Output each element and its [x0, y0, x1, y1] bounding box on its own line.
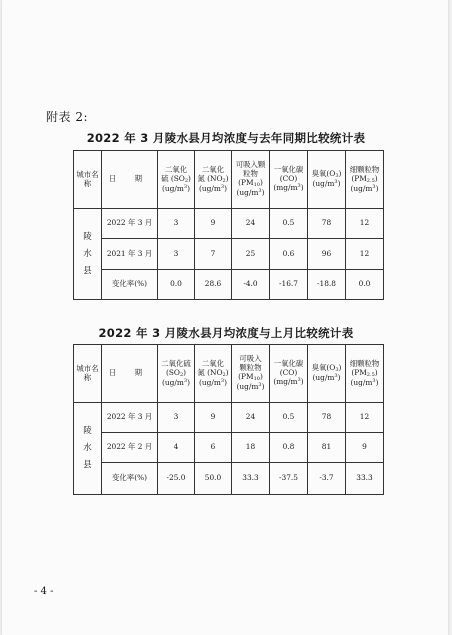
header-so2: 二氧化 硫 $(SO_2)$ $(ug/m^3)$: [158, 151, 195, 209]
date-cell: 2022 年 3 月: [102, 403, 158, 433]
pm25-cell: 12: [346, 239, 384, 270]
pm25-cell: 33.3: [346, 463, 384, 495]
header-city: 城市名称: [74, 345, 102, 403]
pm10-cell: 24: [232, 209, 270, 239]
so2-cell: 3: [158, 239, 195, 270]
header-pm10: 可吸入 颗粒物 $(PM_{10})$ $(ug/m^3)$: [232, 345, 270, 403]
o3-cell: -3.7: [308, 463, 346, 495]
table-row: [74, 433, 384, 463]
header-so2: 二氧化硫 $(SO_2)$ $(ug/m^3)$: [158, 345, 195, 403]
header-pm25: 细颗粒物 $(PM_{2.5})$ $(ug/m^3)$: [346, 151, 384, 209]
co-cell: 0.5: [270, 209, 308, 239]
co-cell: 0.6: [270, 239, 308, 270]
header-pm10: 可吸入颗 粒物 $(PM_{10})$ $(ug/m^3)$: [232, 151, 270, 209]
table1-title: 2022 年 3 月陵水县月均浓度与去年同期比较统计表: [86, 131, 366, 145]
header-date: 日 期: [102, 151, 158, 209]
so2-cell: -25.0: [158, 463, 195, 495]
pm10-cell: 24: [232, 403, 270, 433]
so2-cell: 0.0: [158, 270, 195, 300]
header-o3: 臭氧$(O_3)$ $(ug/m^3)$: [308, 345, 346, 403]
so2-cell: 4: [158, 433, 195, 463]
date-cell: 2022 年 3 月: [102, 209, 158, 239]
o3-cell: 78: [308, 209, 346, 239]
table2-title: 2022 年 3 月陵水县月均浓度与上月比较统计表: [98, 326, 354, 340]
co-cell: -37.5: [270, 463, 308, 495]
no2-cell: 7: [195, 239, 232, 270]
pm25-cell: 12: [346, 403, 384, 433]
page-number: - 4 -: [34, 586, 54, 597]
pm10-cell: -4.0: [232, 270, 270, 300]
date-cell: 2022 年 2 月: [102, 433, 158, 463]
header-pm25: 细颗粒物 $(PM_{2.5})$ $(ug/m^3)$: [346, 345, 384, 403]
table-header-row: [74, 345, 384, 403]
header-co: 一氧化碳 (CO) $(mg/m^3)$: [270, 345, 308, 403]
header-co: 一氧化碳 (CO) $(mg/m^3)$: [270, 151, 308, 209]
no2-cell: 28.6: [195, 270, 232, 300]
city-cell: 陵 水 县: [74, 209, 102, 300]
header-city: 城市名称: [74, 151, 102, 209]
no2-cell: 50.0: [195, 463, 232, 495]
o3-cell: -18.8: [308, 270, 346, 300]
appendix-label: 附表 2:: [46, 110, 88, 124]
so2-cell: 3: [158, 403, 195, 433]
pm10-cell: 18: [232, 433, 270, 463]
table-row: [74, 239, 384, 270]
no2-cell: 6: [195, 433, 232, 463]
co-cell: -16.7: [270, 270, 308, 300]
table-row: [74, 463, 384, 495]
table2-mom-comparison: [73, 344, 384, 495]
table-row: [74, 209, 384, 239]
header-date: 日 期: [102, 345, 158, 403]
header-o3: 臭氧$(O_3)$ $(ug/m^3)$: [308, 151, 346, 209]
o3-cell: 96: [308, 239, 346, 270]
header-no2: 二氧化 氮 $(NO_2)$ $(ug/m^3)$: [195, 151, 232, 209]
header-no2: 二氧化 氮 $(NO_2)$ $(ug/m^3)$: [195, 345, 232, 403]
o3-cell: 78: [308, 403, 346, 433]
pm10-cell: 33.3: [232, 463, 270, 495]
co-cell: 0.8: [270, 433, 308, 463]
co-cell: 0.5: [270, 403, 308, 433]
table-row: [74, 270, 384, 300]
table1-yoy-comparison: [73, 150, 384, 300]
o3-cell: 81: [308, 433, 346, 463]
pm10-cell: 25: [232, 239, 270, 270]
no2-cell: 9: [195, 209, 232, 239]
no2-cell: 9: [195, 403, 232, 433]
date-cell: 2021 年 3 月: [102, 239, 158, 270]
so2-cell: 3: [158, 209, 195, 239]
table-row: [74, 403, 384, 433]
date-cell: 变化率(%): [102, 463, 158, 495]
pm25-cell: 9: [346, 433, 384, 463]
pm25-cell: 12: [346, 209, 384, 239]
city-cell: 陵 水 县: [74, 403, 102, 495]
table-header-row: [74, 151, 384, 209]
pm25-cell: 0.0: [346, 270, 384, 300]
date-cell: 变化率(%): [102, 270, 158, 300]
document-page: [2, 0, 448, 635]
